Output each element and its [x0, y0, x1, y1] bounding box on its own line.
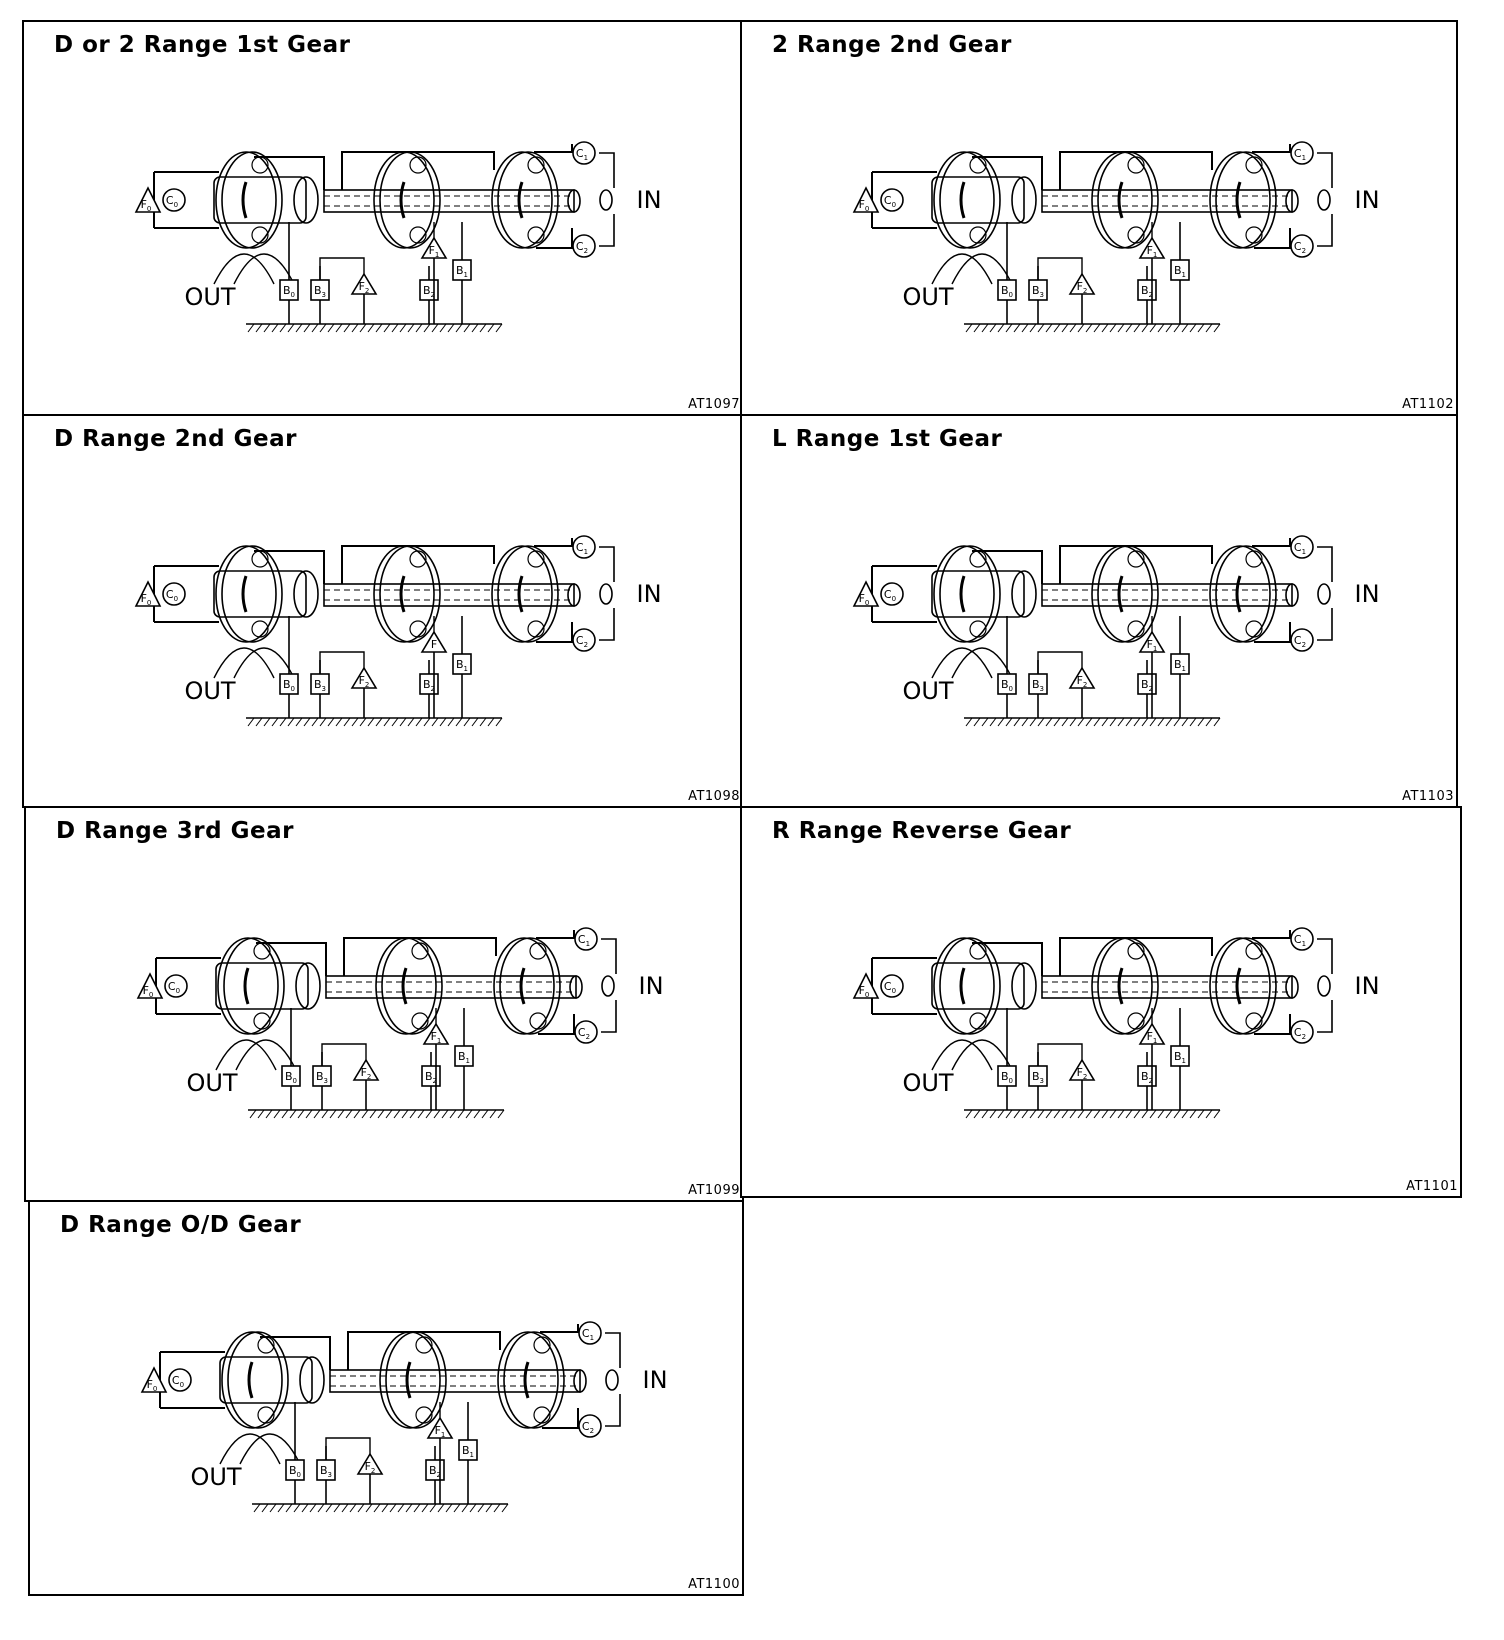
output-label: OUT — [184, 677, 236, 705]
one-way-clutch-f1-label: $F_1$ — [428, 244, 440, 259]
brake-b2-label: $B_2$ — [1140, 1070, 1154, 1085]
brake-b0 — [998, 222, 1016, 324]
diagram-panel-d-range-2nd-gear — [22, 414, 744, 808]
intermediate-shaft — [1042, 976, 1292, 998]
brake-b0 — [286, 1402, 304, 1504]
input-label: IN — [1354, 972, 1380, 1000]
c2-label: $C_2$ — [1293, 634, 1307, 649]
figure-code: AT1099 — [688, 1183, 740, 1198]
c1-label: $C_1$ — [1293, 933, 1307, 948]
brake-b3-label: $B_3$ — [1031, 284, 1045, 299]
input-shaft-end — [1318, 976, 1330, 996]
output-label: OUT — [190, 1463, 242, 1491]
input-label: IN — [642, 1366, 668, 1394]
f0-label: $F_0$ — [858, 592, 870, 607]
brake-b3-label: $B_3$ — [313, 284, 327, 299]
figure-code: AT1098 — [688, 789, 740, 804]
f0-label: $F_0$ — [142, 984, 154, 999]
rear-planetary-gear-set — [492, 546, 558, 642]
c0-label: $C_0$ — [883, 588, 897, 603]
one-way-clutch-f2-label: $F_2$ — [1076, 1066, 1088, 1081]
brake-b0-label: $B_0$ — [1000, 678, 1014, 693]
input-shaft-end — [1318, 190, 1330, 210]
c0-label: $C_0$ — [883, 194, 897, 209]
brake-b3-label: $B_3$ — [319, 1464, 333, 1479]
intermediate-shaft — [1042, 190, 1292, 212]
input-shaft-end — [600, 190, 612, 210]
one-way-clutch-f1-label: $F_1$ — [430, 1030, 442, 1045]
output-shaft — [932, 177, 1024, 223]
output-shaft — [932, 571, 1024, 617]
output-shaft — [932, 963, 1024, 1009]
brake-b3-label: $B_3$ — [315, 1070, 329, 1085]
middle-planetary-gear-set — [380, 1332, 446, 1428]
brake-b2-label: $B_2$ — [1140, 678, 1154, 693]
ground-hatch — [964, 1110, 1220, 1118]
panel-title: D Range O/D Gear — [60, 1212, 302, 1238]
brake-b0-label: $B_0$ — [1000, 284, 1014, 299]
c1-label: $C_1$ — [577, 933, 591, 948]
one-way-clutch-f2-label: $F_2$ — [1076, 674, 1088, 689]
c2-label: $C_2$ — [575, 634, 589, 649]
brake-b0-label: $B_0$ — [288, 1464, 302, 1479]
schematic-svg — [742, 808, 1462, 1204]
brake-b0 — [282, 1008, 300, 1110]
intermediate-shaft — [1042, 584, 1292, 606]
middle-planetary-gear-set — [374, 152, 440, 248]
figure-code: AT1101 — [1406, 1179, 1458, 1194]
brake-b3-label: $B_3$ — [313, 678, 327, 693]
middle-planetary-gear-set — [1092, 938, 1158, 1034]
schematic-svg — [30, 1202, 750, 1598]
front-planetary-gear-set — [216, 152, 282, 248]
one-way-clutch-f1-label: $F_1$ — [1146, 244, 1158, 259]
output-shaft — [214, 571, 306, 617]
brake-b1-label: $B_1$ — [455, 264, 469, 279]
brake-b0-label: $B_0$ — [1000, 1070, 1014, 1085]
rear-planetary-gear-set — [494, 938, 560, 1034]
brake-b0 — [998, 616, 1016, 718]
output-label: OUT — [902, 283, 954, 311]
one-way-clutch-f2-label: $F_2$ — [364, 1460, 376, 1475]
c2-label: $C_2$ — [581, 1420, 595, 1435]
c0-label: $C_0$ — [165, 194, 179, 209]
c2-label: $C_2$ — [1293, 1026, 1307, 1041]
input-shaft-end — [600, 584, 612, 604]
intermediate-shaft — [324, 190, 574, 212]
rear-planetary-gear-set — [1210, 546, 1276, 642]
c1-label: $C_1$ — [575, 541, 589, 556]
c0-label: $C_0$ — [167, 980, 181, 995]
front-planetary-gear-set — [934, 546, 1000, 642]
diagram-panel-l-range-1st-gear — [740, 414, 1458, 808]
one-way-clutch-f2-label: $F_2$ — [1076, 280, 1088, 295]
figure-code: AT1103 — [1402, 789, 1454, 804]
schematic-svg — [26, 808, 746, 1204]
input-label: IN — [636, 186, 662, 214]
intermediate-shaft — [326, 976, 576, 998]
one-way-clutch-f1-label: $F_1$ — [1146, 1030, 1158, 1045]
c1-label: $C_1$ — [1293, 147, 1307, 162]
c1-label: $C_1$ — [575, 147, 589, 162]
brake-b2-label: $B_2$ — [428, 1464, 442, 1479]
brake-b3-label: $B_3$ — [1031, 1070, 1045, 1085]
rear-planetary-gear-set — [492, 152, 558, 248]
intermediate-shaft — [324, 584, 574, 606]
input-shaft-end — [1318, 584, 1330, 604]
output-shaft — [216, 963, 308, 1009]
input-label: IN — [638, 972, 664, 1000]
f0-label: $F_0$ — [858, 198, 870, 213]
output-label: OUT — [902, 1069, 954, 1097]
output-shaft — [220, 1357, 312, 1403]
f0-label: $F_0$ — [858, 984, 870, 999]
one-way-clutch-f1-label: $F_1$ — [1146, 638, 1158, 653]
panel-title: L Range 1st Gear — [772, 426, 1003, 452]
input-shaft-end — [602, 976, 614, 996]
schematic-svg — [24, 22, 744, 418]
diagram-panel-d-or-2-range-1st-gear — [22, 20, 744, 416]
brake-b1-label: $B_1$ — [461, 1444, 475, 1459]
brake-b0 — [280, 616, 298, 718]
brake-b1-label: $B_1$ — [1173, 264, 1187, 279]
ground-hatch — [246, 324, 502, 332]
diagram-panel-d-range-3rd-gear — [24, 806, 744, 1202]
ground-hatch — [246, 718, 502, 726]
brake-b3-label: $B_3$ — [1031, 678, 1045, 693]
front-planetary-gear-set — [222, 1332, 288, 1428]
rear-planetary-gear-set — [498, 1332, 564, 1428]
ground-hatch — [964, 718, 1220, 726]
c2-label: $C_2$ — [577, 1026, 591, 1041]
one-way-clutch-f1-label: F — [430, 638, 438, 651]
brake-b1-label: $B_1$ — [457, 1050, 471, 1065]
output-shaft — [214, 177, 306, 223]
brake-b2-label: $B_2$ — [424, 1070, 438, 1085]
rear-planetary-gear-set — [1210, 938, 1276, 1034]
ground-hatch — [964, 324, 1220, 332]
intermediate-shaft — [330, 1370, 580, 1392]
brake-b0-label: $B_0$ — [282, 284, 296, 299]
brake-b2-label: $B_2$ — [1140, 284, 1154, 299]
one-way-clutch-f2-label: $F_2$ — [360, 1066, 372, 1081]
f0-label: $F_0$ — [140, 592, 152, 607]
schematic-svg — [742, 22, 1462, 418]
front-planetary-gear-set — [218, 938, 284, 1034]
c0-label: $C_0$ — [165, 588, 179, 603]
c2-label: $C_2$ — [1293, 240, 1307, 255]
input-label: IN — [1354, 186, 1380, 214]
ground-hatch — [252, 1504, 508, 1512]
panel-title: D Range 3rd Gear — [56, 818, 294, 844]
figure-code: AT1102 — [1402, 397, 1454, 412]
panel-title: D or 2 Range 1st Gear — [54, 32, 351, 58]
c2-label: $C_2$ — [575, 240, 589, 255]
brake-b1-label: $B_1$ — [1173, 658, 1187, 673]
middle-planetary-gear-set — [376, 938, 442, 1034]
brake-b0 — [998, 1008, 1016, 1110]
brake-b2-label: $B_2$ — [422, 678, 436, 693]
brake-b1-label: $B_1$ — [1173, 1050, 1187, 1065]
one-way-clutch-f2-label: $F_2$ — [358, 280, 370, 295]
diagram-panel-2-range-2nd-gear — [740, 20, 1458, 416]
c1-label: $C_1$ — [1293, 541, 1307, 556]
diagram-panel-d-range-od-gear — [28, 1200, 744, 1596]
brake-b2-label: $B_2$ — [422, 284, 436, 299]
middle-planetary-gear-set — [374, 546, 440, 642]
panel-title: D Range 2nd Gear — [54, 426, 297, 452]
middle-planetary-gear-set — [1092, 152, 1158, 248]
c1-label: $C_1$ — [581, 1327, 595, 1342]
rear-planetary-gear-set — [1210, 152, 1276, 248]
one-way-clutch-f1-label: $F_1$ — [434, 1424, 446, 1439]
c0-label: $C_0$ — [171, 1374, 185, 1389]
panel-title: R Range Reverse Gear — [772, 818, 1072, 844]
front-planetary-gear-set — [934, 152, 1000, 248]
schematic-svg — [742, 416, 1462, 812]
panel-title: 2 Range 2nd Gear — [772, 32, 1012, 58]
front-planetary-gear-set — [934, 938, 1000, 1034]
output-label: OUT — [184, 283, 236, 311]
c0-label: $C_0$ — [883, 980, 897, 995]
one-way-clutch-f2-label: $F_2$ — [358, 674, 370, 689]
figure-code: AT1100 — [688, 1577, 740, 1592]
brake-b0-label: $B_0$ — [282, 678, 296, 693]
f0-label: $F_0$ — [146, 1378, 158, 1393]
f0-label: $F_0$ — [140, 198, 152, 213]
input-label: IN — [1354, 580, 1380, 608]
output-label: OUT — [186, 1069, 238, 1097]
brake-b0 — [280, 222, 298, 324]
middle-planetary-gear-set — [1092, 546, 1158, 642]
brake-b1-label: $B_1$ — [455, 658, 469, 673]
input-shaft-end — [606, 1370, 618, 1390]
output-label: OUT — [902, 677, 954, 705]
schematic-svg — [24, 416, 744, 812]
front-planetary-gear-set — [216, 546, 282, 642]
input-label: IN — [636, 580, 662, 608]
figure-code: AT1097 — [688, 397, 740, 412]
brake-b0-label: $B_0$ — [284, 1070, 298, 1085]
ground-hatch — [248, 1110, 504, 1118]
diagram-panel-r-range-reverse-gear — [740, 806, 1462, 1198]
